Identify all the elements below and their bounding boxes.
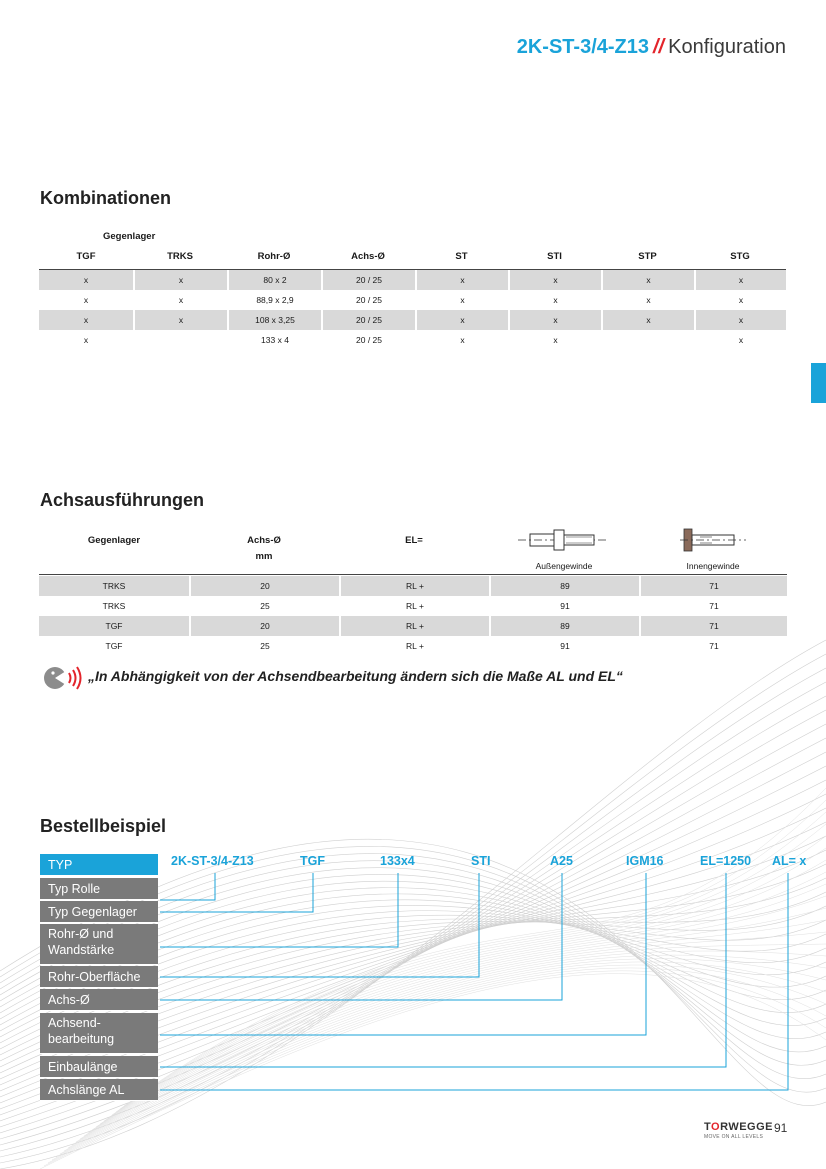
column-header: ST: [455, 251, 468, 262]
table-cell: x: [601, 270, 694, 290]
connector-line: [160, 873, 215, 900]
header-word: Konfiguration: [668, 36, 786, 58]
table-cell: x: [508, 290, 601, 310]
table-cell: x: [601, 290, 694, 310]
table-cell: 108 x 3,25: [227, 310, 321, 330]
connector-line: [160, 873, 726, 1067]
unit-label: mm: [255, 551, 273, 562]
header-separator: //: [653, 36, 665, 58]
column-header: Rohr-Ø: [257, 251, 291, 262]
table-cell: x: [694, 270, 786, 290]
connector-line: [160, 873, 646, 1035]
column-header: STG: [730, 251, 750, 262]
table-cell: 20: [189, 576, 339, 596]
table-cell: 71: [639, 596, 787, 616]
column-header: Innengewinde: [686, 561, 740, 571]
table-cell: x: [133, 310, 227, 330]
table-cell: x: [83, 295, 89, 305]
order-label-achs-durchmesser: Achs-Ø: [40, 989, 158, 1011]
table-cell: 20 / 25: [321, 330, 415, 350]
order-value-achse: A25: [550, 854, 573, 868]
table-cell: TRKS: [39, 576, 189, 596]
column-header: TRKS: [167, 251, 193, 262]
table-cell: x: [133, 270, 227, 290]
table-cell: 89: [489, 616, 639, 636]
connector-line: [160, 873, 398, 947]
table-cell: x: [415, 310, 508, 330]
table-cell: x: [133, 290, 227, 310]
page-number: 91: [774, 1121, 788, 1135]
connector-line: [160, 873, 479, 977]
order-label-typ-rolle: Typ Rolle: [40, 878, 158, 900]
column-header: STP: [638, 251, 657, 262]
order-label-achsendbearbeitung: Achsend-bearbeitung: [40, 1013, 158, 1054]
table-cell: 71: [639, 576, 787, 596]
order-value-achsende: IGM16: [626, 854, 664, 868]
table-cell: x: [694, 330, 786, 350]
column-header: STI: [547, 251, 562, 262]
column-header: TGF: [76, 251, 96, 262]
table-cell: RL +: [339, 596, 489, 616]
table-cell: x: [39, 310, 133, 330]
section-title-achsausfuehrungen: Achsausführungen: [40, 490, 205, 510]
table-cell: TGF: [105, 641, 123, 651]
table-cell: RL +: [339, 636, 489, 656]
order-value-rohr: 133x4: [380, 854, 415, 868]
order-value-oberflaeche: STI: [471, 854, 491, 868]
table-cell: x: [694, 310, 786, 330]
axle-note: „In Abhängigkeit von der Achsendbearbeitung ändern sich die Maße AL und EL“: [88, 668, 623, 684]
table-cell: 88,9 x 2,9: [227, 290, 321, 310]
connector-line: [160, 873, 562, 1000]
order-label-typ-gegenlager: Typ Gegenlager: [40, 901, 158, 923]
order-label-achslaenge: Achslänge AL: [40, 1079, 158, 1101]
connector-line: [160, 873, 788, 1090]
order-value-achslaenge: AL= x: [772, 854, 807, 868]
order-value-gegenlager: TGF: [300, 854, 325, 868]
table-cell: TGF: [39, 616, 189, 636]
column-header: Außengewinde: [535, 561, 593, 571]
table-cell: 20: [189, 616, 339, 636]
brand-logo-text: T: [704, 1121, 712, 1133]
column-header: Gegenlager: [87, 535, 141, 546]
table-cell: x: [415, 330, 508, 350]
table-cell: RL +: [339, 576, 489, 596]
order-label-typ: TYP: [40, 854, 158, 876]
order-value-einbaulaenge: EL=1250: [700, 854, 752, 868]
table-cell: 91: [489, 636, 639, 656]
brand-logo-o: O: [711, 1121, 721, 1133]
section-title-bestellbeispiel: Bestellbeispiel: [40, 816, 167, 836]
brand-logo: [704, 1121, 773, 1133]
table-cell: x: [508, 330, 601, 350]
table-cell: 80 x 2: [227, 270, 321, 290]
table-cell: 20 / 25: [321, 310, 415, 330]
connector-line: [160, 873, 313, 912]
table-cell: 133 x 4: [227, 330, 321, 350]
order-value-typ: 2K-ST-3/4-Z13: [171, 854, 254, 868]
order-label-rohr-durchmesser: Rohr-Ø und Wandstärke: [40, 924, 158, 965]
table-cell: 20 / 25: [321, 290, 415, 310]
table-cell: x: [39, 270, 133, 290]
table-cell: 71: [639, 636, 787, 656]
table-cell: x: [415, 270, 508, 290]
table-cell: x: [508, 310, 601, 330]
table-cell: 25: [189, 636, 339, 656]
order-label-rohr-oberflaeche: Rohr-Oberfläche: [40, 966, 158, 988]
column-header: Achs-Ø: [351, 251, 385, 262]
table-cell: 20 / 25: [321, 270, 415, 290]
table-cell: 89: [489, 576, 639, 596]
table-cell: x: [415, 290, 508, 310]
brand-logo-text: RWEGGE: [720, 1121, 774, 1133]
table-cell: 91: [489, 596, 639, 616]
order-label-einbaulaenge: Einbaulänge: [40, 1056, 158, 1078]
column-header: EL=: [405, 535, 423, 546]
table-cell: x: [83, 335, 89, 345]
table-cell: x: [694, 290, 786, 310]
table-cell: 25: [189, 596, 339, 616]
brand-tagline: MOVE ON ALL LEVELS: [704, 1134, 764, 1140]
gegenlager-group-label: Gegenlager: [103, 231, 156, 242]
table-cell: TRKS: [102, 601, 126, 611]
table-cell: 71: [639, 616, 787, 636]
table-cell: RL +: [339, 616, 489, 636]
column-header: Achs-Ø: [247, 535, 281, 546]
section-title-kombinationen: Kombinationen: [40, 188, 171, 208]
table-cell: x: [508, 270, 601, 290]
table-cell: x: [601, 310, 694, 330]
product-code: 2K-ST-3/4-Z13: [516, 36, 649, 58]
